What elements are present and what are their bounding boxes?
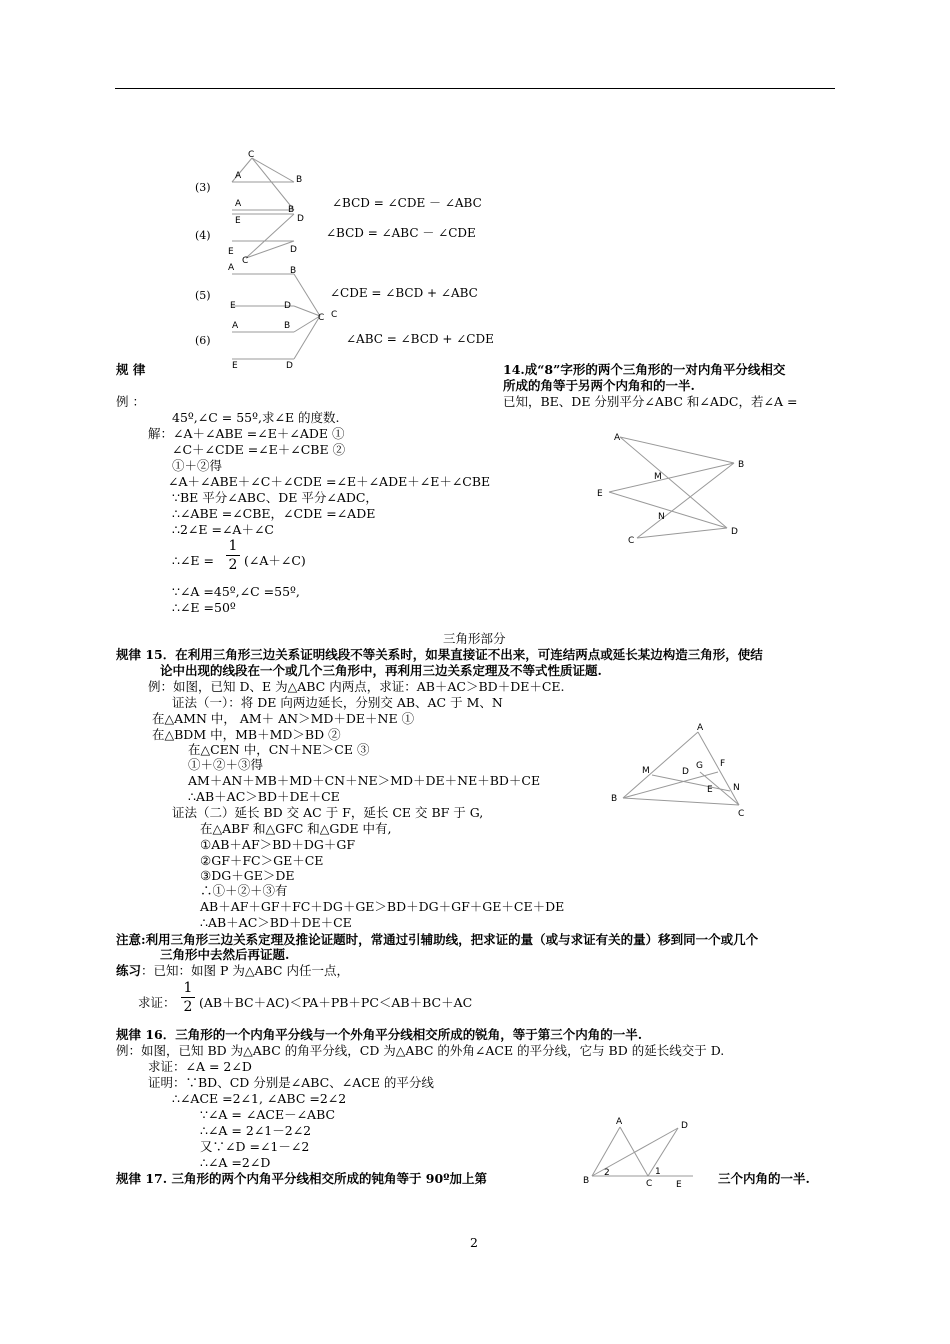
pt-A: A (614, 433, 621, 443)
pt-A: A (616, 1117, 623, 1127)
note-line: 三角形中去然后再证题. (160, 947, 290, 962)
ex14-line: ∴2∠E =∠A＋∠C (172, 522, 274, 537)
fraction-den: 2 (228, 557, 238, 573)
pt-D: D (290, 245, 297, 255)
pt-B: B (738, 460, 745, 470)
formula: ∠BCD = ∠CDE － ∠ABC (332, 196, 482, 210)
ex14-line: ∴∠ABE =∠CBE，∠CDE =∠ADE (172, 506, 376, 521)
pt-E: E (707, 785, 713, 795)
pt-M: M (654, 472, 662, 482)
r16-line: 证明：∵BD、CD 分别是∠ABC、∠ACE 的平分线 (148, 1075, 434, 1090)
r15-line: 在△CEN 中，CN＋NE＞CE ③ (188, 742, 370, 757)
pt-N: N (733, 783, 740, 793)
formula: ∠ABC = ∠BCD + ∠CDE (346, 332, 494, 346)
r16-line: ∵∠A = ∠ACE－∠ABC (200, 1107, 336, 1122)
ex14-line: ∠A＋∠ABE＋∠C＋∠CDE =∠E＋∠ADE＋∠E＋∠CBE (168, 474, 491, 489)
r16-line: ∴∠A = 2∠1－2∠2 (200, 1123, 312, 1138)
pt-A: A (235, 171, 242, 181)
pt-C: C (331, 310, 338, 320)
r15-line: 在△ABF 和△GFC 和△GDE 中有, (200, 821, 392, 836)
r15-line: 证法（一）：将 DE 向两边延长，分别交 AB、AC 于 M、N (172, 695, 503, 710)
pt-D: D (681, 1121, 688, 1131)
pt-B: B (611, 794, 618, 804)
fig-num: (5) (195, 289, 211, 302)
angle-2: 2 (604, 1168, 610, 1178)
r16-line: 求证：∠A = 2∠D (148, 1059, 252, 1074)
pt-E: E (235, 216, 241, 226)
pt-F: F (720, 759, 726, 769)
pt-E: E (597, 489, 603, 499)
rule15-title: 规律 15．在利用三角形三边关系证明线段不等关系时，如果直接证不出来，可连结两点或延长某边构造三角形，使结 (116, 647, 763, 662)
example-label: 例 ： (116, 394, 145, 409)
pt-B: B (290, 266, 297, 276)
ex14-line: 解：∠A＋∠ABE =∠E＋∠ADE ① (148, 426, 345, 441)
r15-line: AB＋AF＋GF＋FC＋DG＋GE＞BD＋DG＋GF＋GE＋CE＋DE (200, 899, 565, 914)
pt-E: E (676, 1180, 682, 1190)
formula: ∠BCD = ∠ABC － ∠CDE (326, 226, 476, 240)
r15-line: 在△BDM 中，MB＋MD＞BD ② (152, 727, 341, 742)
pt-B: B (288, 205, 295, 215)
pt-E: E (230, 301, 236, 311)
practice-line (116, 963, 349, 978)
r16-line: ∴∠ACE =2∠1, ∠ABC =2∠2 (172, 1091, 347, 1106)
practice-text: ：已知：如图 P 为△ABC 内任一点， (141, 963, 349, 978)
fraction-num: 1 (228, 538, 238, 554)
pt-D: D (731, 527, 738, 537)
note-line: 注意:利用三角形三边关系定理及推论证题时，常通过引辅助线，把求证的量（或与求证有关的量）移到同一个或几个 (116, 932, 759, 947)
ex14-line: ∴∠E =50º (172, 600, 236, 615)
pt-E: E (232, 361, 238, 371)
pt-C: C (628, 536, 635, 546)
pt-M: M (642, 766, 650, 776)
section-title: 三角形部分 (443, 631, 506, 646)
practice-expr: (AB＋BC＋AC)＜PA＋PB＋PC＜AB＋BC＋AC (199, 995, 473, 1010)
r15-line: ③DG＋GE＞DE (200, 868, 295, 883)
pt-B: B (296, 175, 303, 185)
r15-line: ①＋②＋③得 (188, 757, 264, 772)
rule17-tail: 三个内角的一半. (718, 1171, 810, 1186)
rule16-title: 规律 16．三角形的一个内角平分线与一个外角平分线相交所成的锐角，等于第三个内角的一半. (116, 1027, 643, 1042)
ex14-line: ∵∠A =45º,∠C =55º, (172, 584, 300, 599)
prove-label: 求证： (138, 995, 176, 1010)
r15-line: ∴AB＋AC＞BD＋DE＋CE (188, 789, 340, 804)
pt-C: C (248, 150, 255, 160)
r15-line: ∴AB＋AC＞BD＋DE＋CE (200, 915, 352, 930)
pt-C: C (646, 1179, 653, 1189)
pt-A: A (228, 263, 235, 273)
pt-C: C (738, 809, 745, 819)
rule14-title: 14.成“8”字形的两个三角形的一对内角平分线相交 (503, 362, 786, 377)
fraction-half (181, 980, 195, 1015)
pt-C: C (242, 256, 249, 266)
pt-B: B (284, 321, 291, 331)
pt-N: N (658, 512, 665, 522)
half-prefix: ∴∠E = (172, 553, 214, 568)
rule14-diagram (592, 430, 752, 546)
r15-line: 证法（二）延长 BD 交 AC 于 F，延长 CE 交 BF 于 G, (172, 805, 484, 820)
r15-line: 在△AMN 中， AM＋ AN＞MD＋DE＋NE ① (152, 711, 415, 726)
pt-D: D (284, 301, 291, 311)
pt-C: C (318, 313, 325, 323)
pt-D: D (297, 214, 304, 224)
pt-B: B (583, 1176, 590, 1186)
pt-D: D (286, 361, 293, 371)
r16-line: 例：如图，已知 BD 为△ABC 的角平分线，CD 为△ABC 的外角∠ACE 的平分线，它与 BD 的延长线交于 D. (116, 1043, 725, 1058)
r15-line: ∴①＋②＋③有 (200, 883, 288, 898)
header-rule (115, 88, 835, 89)
pt-A: A (697, 723, 704, 733)
pt-E: E (228, 247, 234, 257)
page-number: 2 (470, 1235, 478, 1250)
r15-line: ①AB＋AF＞BD＋DG＋GF (200, 837, 355, 852)
pt-A: A (232, 321, 239, 331)
ex14-line: ∵BE 平分∠ABC、DE 平分∠ADC， (172, 490, 378, 505)
r15-line: AM＋AN＋MB＋MD＋CN＋NE＞MD＋DE＋NE＋BD＋CE (188, 773, 541, 788)
practice-label: 练习 (116, 963, 142, 978)
fig-num: (3) (195, 181, 211, 194)
fig-num: (4) (195, 229, 211, 242)
rule17-title: 规律 17. 三角形的两个内角平分线相交所成的钝角等于 90º加上第 (116, 1171, 487, 1186)
ex14-line: 45º,∠C = 55º,求∠E 的度数. (172, 410, 340, 425)
half-suffix: (∠A＋∠C) (244, 553, 306, 568)
fraction-den: 2 (183, 999, 193, 1015)
ex14-line: ∠C＋∠CDE =∠E＋∠CBE ② (172, 442, 346, 457)
formula: ∠CDE = ∠BCD + ∠ABC (330, 286, 478, 300)
r15-line: ②GF＋FC＞GE＋CE (200, 853, 324, 868)
pt-D: D (682, 767, 689, 777)
rule-label: 规 律 (116, 362, 146, 377)
rule15-title: 论中出现的线段在一个或几个三角形中，再利用三边关系定理及不等式性质证题. (160, 663, 602, 678)
r16-line: ∴∠A =2∠D (200, 1155, 271, 1170)
fraction-half (226, 538, 240, 573)
rule16-diagram (578, 1112, 698, 1192)
fraction-num: 1 (183, 980, 193, 996)
angle-1: 1 (655, 1167, 661, 1177)
pt-A: A (235, 199, 242, 209)
pt-G: G (696, 761, 703, 771)
r15-line: 例：如图，已知 D、E 为△ABC 内两点，求证：AB＋AC＞BD＋DE＋CE. (148, 679, 565, 694)
rule15-diagram (605, 718, 755, 823)
rule14-given: 已知，BE、DE 分别平分∠ABC 和∠ADC，若∠A = (503, 394, 798, 409)
ex14-line: ①＋②得 (172, 458, 223, 473)
rule14-title: 所成的角等于另两个内角和的一半. (503, 378, 695, 393)
r16-line: 又∵∠D =∠1－∠2 (200, 1139, 310, 1154)
fig-num: (6) (195, 334, 211, 347)
